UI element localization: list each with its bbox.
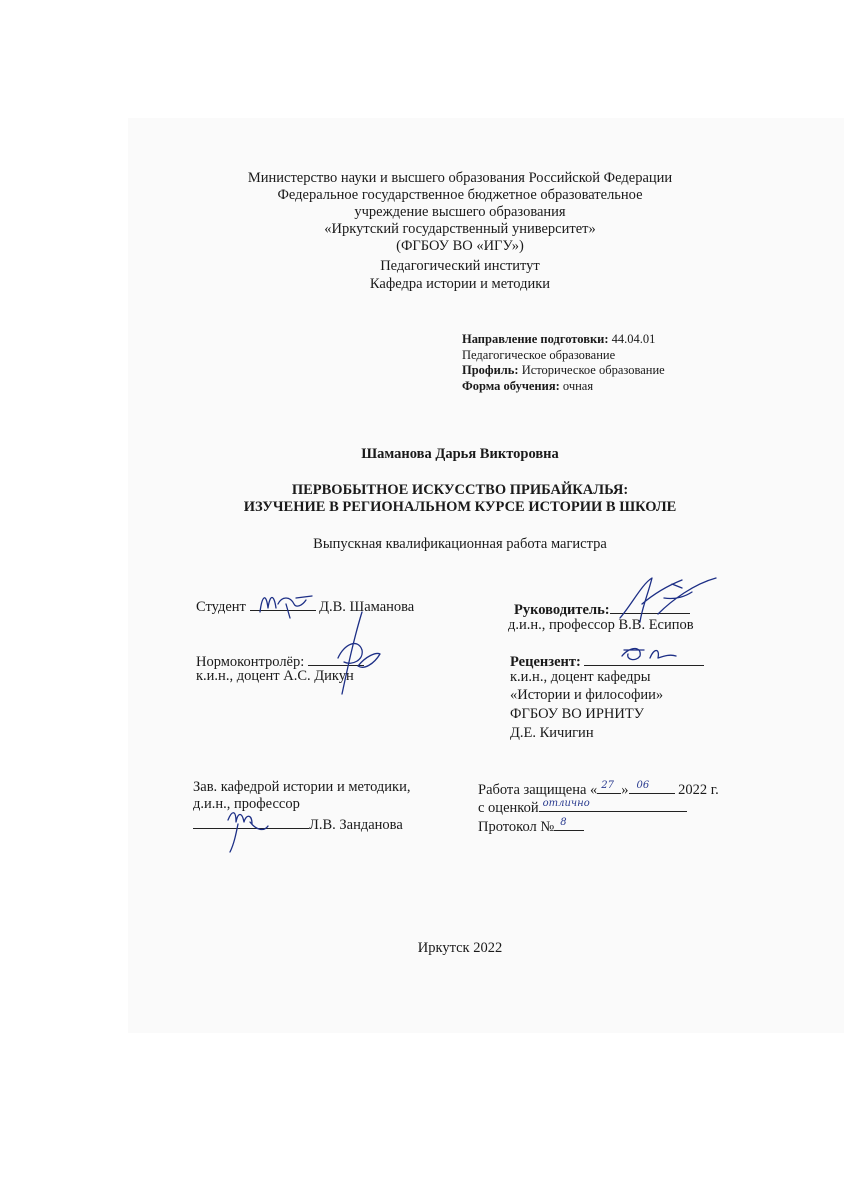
- defended-month: 06: [636, 780, 650, 791]
- student-name: Д.В. Шаманова: [315, 599, 415, 615]
- protocol-label: Протокол №: [478, 819, 555, 835]
- reviewer-position: к.и.н., доцент кафедры: [510, 669, 651, 685]
- protocol-value: 8: [560, 817, 567, 828]
- university-abbr: (ФГБОУ ВО «ИГУ»): [396, 238, 524, 254]
- protocol-field: [554, 816, 584, 831]
- profile-line: [462, 362, 665, 378]
- student-label: Студент: [196, 599, 246, 615]
- work-type: Выпускная квалификационная работа магистра: [313, 536, 607, 552]
- direction-value: 44.04.01: [608, 332, 656, 346]
- grade-value: отлично: [542, 798, 590, 809]
- city-year: Иркутск 2022: [417, 940, 503, 956]
- defended-day: 27: [601, 780, 615, 791]
- defended-month-field: [629, 779, 675, 794]
- direction-label: Направление подготовки:: [462, 332, 609, 346]
- supervisor-label: Руководитель:: [514, 602, 610, 618]
- study-form-value: очная: [559, 379, 594, 393]
- head-line2: д.и.н., профессор: [193, 796, 300, 812]
- defended-year: 2022 г.: [678, 782, 719, 798]
- grade-field: [539, 797, 687, 812]
- university-type-line: Федеральное государственное бюджетное образовательное: [277, 187, 643, 203]
- defended-prefix: Работа защищена «: [478, 782, 598, 798]
- grade-line: [478, 797, 687, 817]
- ministry-line: Министерство науки и высшего образования Российской Федерации: [247, 170, 673, 186]
- institute-name: Педагогический институт: [380, 258, 540, 274]
- institution-line: учреждение высшего образования: [354, 204, 566, 220]
- direction-line: [462, 331, 655, 347]
- profile-value: Историческое образование: [518, 363, 665, 377]
- defended-day-field: [597, 779, 621, 794]
- grade-label: с оценкой: [478, 800, 539, 816]
- direction-name: Педагогическое образование: [462, 348, 616, 362]
- head-name: Л.В. Занданова: [309, 817, 403, 833]
- normcontrol-label: Нормоконтролёр:: [196, 654, 305, 670]
- department-name: Кафедра истории и методики: [369, 276, 551, 292]
- scanned-page-area: [128, 118, 844, 1033]
- study-form-label: Форма обучения:: [462, 379, 560, 393]
- thesis-title-line2: ИЗУЧЕНИЕ В РЕГИОНАЛЬНОМ КУРСЕ ИСТОРИИ В ШКОЛЕ: [243, 499, 677, 515]
- normcontrol-info: к.и.н., доцент А.С. Дикун: [196, 668, 354, 684]
- author-name: Шаманова Дарья Викторовна: [361, 446, 559, 462]
- reviewer-name: Д.Е. Кичигин: [510, 725, 594, 741]
- university-name: «Иркутский государственный университет»: [324, 221, 596, 237]
- reviewer-label: Рецензент:: [510, 654, 581, 670]
- reviewer-university: ФГБОУ ВО ИРНИТУ: [510, 706, 644, 722]
- thesis-title-line1: ПЕРВОБЫТНОЕ ИСКУССТВО ПРИБАЙКАЛЬЯ:: [291, 482, 629, 498]
- head-line1: Зав. кафедрой истории и методики,: [193, 779, 411, 795]
- profile-label: Профиль:: [462, 363, 519, 377]
- protocol-line: [478, 816, 584, 836]
- reviewer-department: «Истории и философии»: [510, 687, 664, 703]
- reviewer-signature: [620, 644, 680, 666]
- student-signature: [256, 586, 316, 622]
- study-form-line: [462, 378, 593, 394]
- head-signature: [222, 802, 272, 854]
- supervisor-info: д.и.н., профессор В.В. Есипов: [508, 617, 694, 633]
- defended-line: Работа защищена « 27 » 06 2022 г.: [478, 779, 719, 799]
